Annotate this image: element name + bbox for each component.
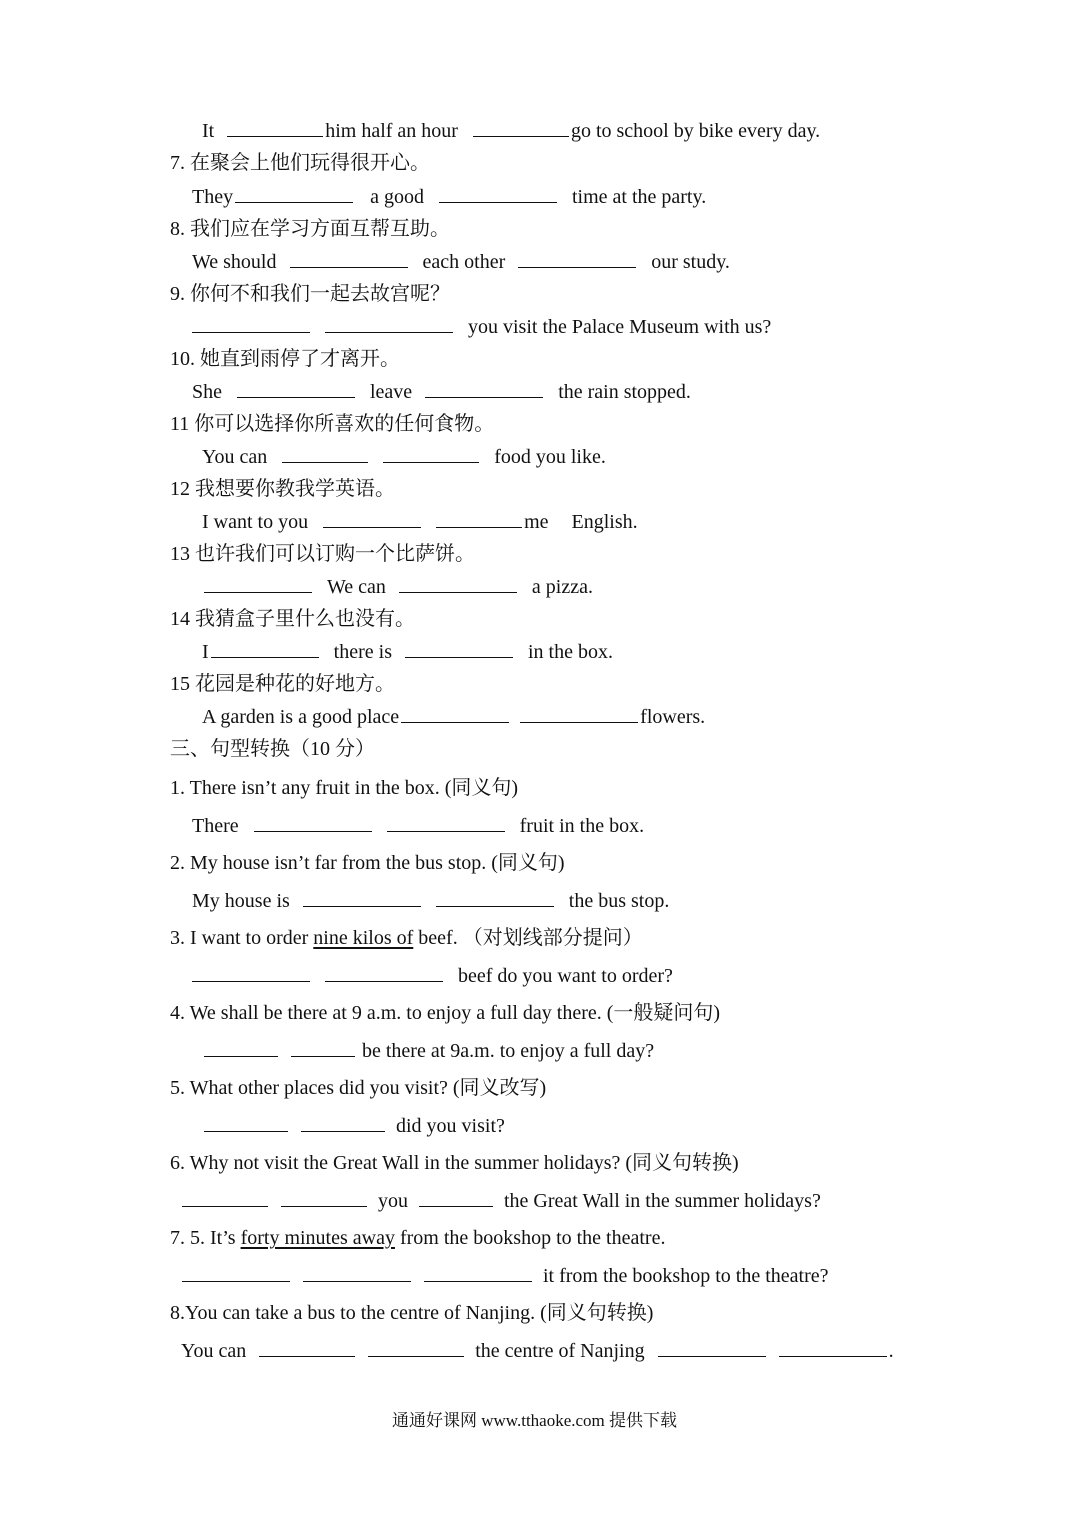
text: I xyxy=(202,641,209,663)
text: it from the bookshop to the theatre? xyxy=(543,1265,829,1287)
s3-q1-answer-line xyxy=(192,813,644,839)
answer-blank[interactable] xyxy=(192,963,310,982)
answer-blank[interactable] xyxy=(254,813,372,832)
text: you visit the Palace Museum with us? xyxy=(468,316,772,338)
answer-blank[interactable] xyxy=(259,1338,355,1357)
text: . xyxy=(888,1340,894,1362)
s3-q4-prompt: 4. We shall be there at 9 a.m. to enjoy a full day there. (一般疑问句) xyxy=(170,1002,721,1024)
q15-answer-line xyxy=(202,704,705,730)
q11-answer-line xyxy=(202,444,606,470)
text: 3. I want to order xyxy=(170,927,314,949)
s3-q5-answer-line xyxy=(202,1113,505,1139)
q10-chinese: 10. 她直到雨停了才离开。 xyxy=(170,348,400,370)
answer-blank[interactable] xyxy=(281,1188,367,1207)
answer-blank[interactable] xyxy=(182,1188,268,1207)
answer-blank[interactable] xyxy=(439,184,557,203)
answer-blank[interactable] xyxy=(383,444,479,463)
answer-blank[interactable] xyxy=(387,813,505,832)
text: in the box. xyxy=(527,641,613,663)
text: You can xyxy=(202,446,268,468)
text: the rain stopped. xyxy=(558,381,691,403)
text: the bus stop. xyxy=(568,890,670,912)
text: a pizza. xyxy=(531,576,593,598)
text: fruit in the box. xyxy=(519,815,645,837)
s3-q7-answer-line xyxy=(180,1263,828,1289)
text: A garden is a good place xyxy=(202,706,400,728)
text: English. xyxy=(571,511,638,533)
answer-blank[interactable] xyxy=(282,444,368,463)
text: from the bookshop to the theatre. xyxy=(394,1227,666,1249)
answer-blank[interactable] xyxy=(325,963,443,982)
q9-chinese: 9. 你何不和我们一起去故宫呢？ xyxy=(170,283,450,305)
answer-blank[interactable] xyxy=(227,118,323,137)
answer-blank[interactable] xyxy=(368,1338,464,1357)
answer-blank[interactable] xyxy=(290,249,408,268)
text: me xyxy=(524,511,549,533)
q7-chinese: 7. 在聚会上他们玩得很开心。 xyxy=(170,152,430,174)
q7-answer-line xyxy=(192,184,706,210)
text: They xyxy=(192,186,234,208)
answer-blank[interactable] xyxy=(658,1338,766,1357)
answer-blank[interactable] xyxy=(204,1038,278,1057)
text: you xyxy=(378,1190,408,1212)
text: there is xyxy=(333,641,392,663)
text: go to school by bike every day. xyxy=(570,120,821,142)
answer-blank[interactable] xyxy=(204,1113,288,1132)
text: She xyxy=(192,381,222,403)
text: We can xyxy=(327,576,386,598)
s3-q8-answer-line xyxy=(181,1338,894,1364)
answer-blank[interactable] xyxy=(211,639,319,658)
q10-answer-line xyxy=(192,379,691,405)
answer-blank[interactable] xyxy=(399,574,517,593)
answer-blank[interactable] xyxy=(204,574,312,593)
text: our study. xyxy=(651,251,730,273)
text: each other xyxy=(422,251,506,273)
q6-answer-line xyxy=(202,118,820,144)
s3-q4-answer-line xyxy=(202,1038,654,1064)
s3-q7-prompt xyxy=(170,1225,665,1251)
answer-blank[interactable] xyxy=(520,704,638,723)
text: You can xyxy=(181,1340,247,1362)
q14-answer-line xyxy=(202,639,613,665)
text: be there at 9a.m. to enjoy a full day? xyxy=(362,1040,655,1062)
q15-chinese: 15 花园是种花的好地方。 xyxy=(170,673,395,695)
text: the centre of Nanjing xyxy=(475,1340,645,1362)
text: beef do you want to order? xyxy=(458,965,673,987)
text: We should xyxy=(192,251,277,273)
answer-blank[interactable] xyxy=(301,1113,385,1132)
q13-chinese: 13 也许我们可以订购一个比萨饼。 xyxy=(170,543,475,565)
text: There xyxy=(192,815,239,837)
answer-blank[interactable] xyxy=(237,379,355,398)
text: did you visit? xyxy=(396,1115,505,1137)
s3-q2-answer-line xyxy=(192,888,669,914)
text: flowers. xyxy=(640,706,706,728)
q8-chinese: 8. 我们应在学习方面互帮互助。 xyxy=(170,218,450,240)
answer-blank[interactable] xyxy=(401,704,509,723)
q9-answer-line xyxy=(190,314,771,340)
s3-q6-answer-line xyxy=(180,1188,821,1214)
text: beef. （对划线部分提问） xyxy=(413,927,643,949)
answer-blank[interactable] xyxy=(424,1263,532,1282)
s3-q1-prompt: 1. There isn’t any fruit in the box. (同义句) xyxy=(170,777,519,799)
section-3-title: 三、句型转换（10 分） xyxy=(170,738,375,760)
answer-blank[interactable] xyxy=(323,509,421,528)
text: My house is xyxy=(192,890,290,912)
answer-blank[interactable] xyxy=(425,379,543,398)
s3-q5-prompt: 5. What other places did you visit? (同义改写) xyxy=(170,1077,547,1099)
answer-blank[interactable] xyxy=(303,1263,411,1282)
answer-blank[interactable] xyxy=(235,184,353,203)
q8-answer-line xyxy=(192,249,730,275)
q12-chinese: 12 我想要你教我学英语。 xyxy=(170,478,395,500)
text: food you like. xyxy=(494,446,606,468)
s3-q3-answer-line xyxy=(190,963,673,989)
answer-blank[interactable] xyxy=(473,118,569,137)
text: It xyxy=(202,120,215,142)
q11-chinese: 11 你可以选择你所喜欢的任何食物。 xyxy=(170,413,495,435)
text: leave xyxy=(370,381,413,403)
text: a good xyxy=(370,186,424,208)
underlined-phrase: nine kilos of xyxy=(313,927,414,949)
page-footer: 通通好课网 www.tthaoke.com 提供下载 xyxy=(392,1411,678,1430)
answer-blank[interactable] xyxy=(325,314,453,333)
answer-blank[interactable] xyxy=(436,888,554,907)
text: him half an hour xyxy=(325,120,458,142)
answer-blank[interactable] xyxy=(192,314,310,333)
answer-blank[interactable] xyxy=(436,509,522,528)
q14-chinese: 14 我猜盒子里什么也没有。 xyxy=(170,608,415,630)
answer-blank[interactable] xyxy=(303,888,421,907)
text: the Great Wall in the summer holidays? xyxy=(504,1190,821,1212)
answer-blank[interactable] xyxy=(405,639,513,658)
text: 7. 5. It’s xyxy=(170,1227,241,1249)
s3-q6-prompt: 6. Why not visit the Great Wall in the summer holidays? (同义句转换) xyxy=(170,1152,739,1174)
answer-blank[interactable] xyxy=(518,249,636,268)
answer-blank[interactable] xyxy=(419,1188,493,1207)
answer-blank[interactable] xyxy=(779,1338,887,1357)
underlined-phrase: forty minutes away xyxy=(240,1227,395,1249)
s3-q3-prompt xyxy=(170,925,643,951)
s3-q2-prompt: 2. My house isn’t far from the bus stop. (同义句) xyxy=(170,852,565,874)
q12-answer-line xyxy=(202,509,638,535)
text: I want to you xyxy=(202,511,309,533)
s3-q8-prompt: 8.You can take a bus to the centre of Nanjing. (同义句转换) xyxy=(170,1302,654,1324)
answer-blank[interactable] xyxy=(291,1038,355,1057)
text: time at the party. xyxy=(571,186,707,208)
answer-blank[interactable] xyxy=(182,1263,290,1282)
q13-answer-line xyxy=(202,574,593,600)
